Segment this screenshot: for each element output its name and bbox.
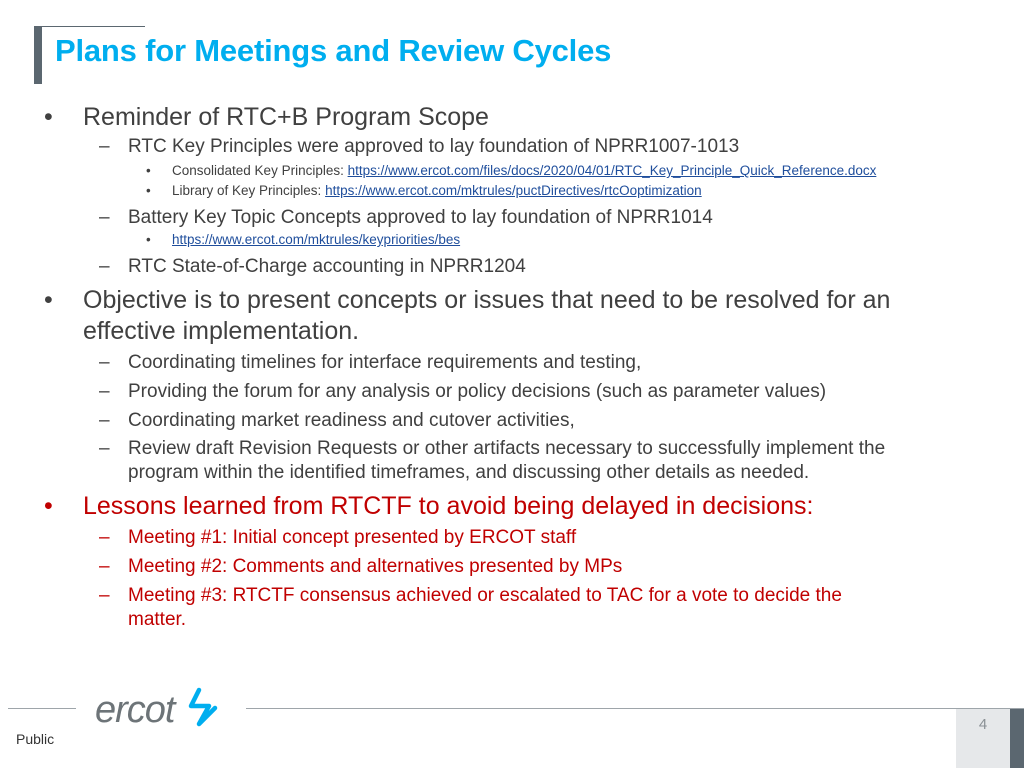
library-key-principles-link[interactable]: https://www.ercot.com/mktrules/puctDirectives/rtcOoptimization (325, 183, 702, 198)
sub-rtc-key-principles: RTC Key Principles were approved to lay foundation of NPRR1007-1013 (128, 136, 740, 157)
dash-marker: – (99, 585, 110, 606)
ercot-logo-mark (191, 690, 215, 724)
dash-marker: – (99, 381, 110, 402)
title-accent-bar (34, 26, 42, 84)
sub-meeting-item: Meeting #2: Comments and alternatives presented by MPs (128, 556, 623, 577)
bullet-marker: • (44, 286, 53, 314)
footer-rule-left (8, 708, 76, 709)
dash-marker: – (99, 527, 110, 548)
sub-meeting-item: Meeting #3: RTCTF consensus achieved or escalated to TAC for a vote to decide the (128, 585, 842, 606)
bullet-scope: Reminder of RTC+B Program Scope (83, 103, 489, 131)
dot-marker: • (146, 163, 151, 178)
classification-label: Public (16, 731, 55, 747)
bes-item (172, 232, 460, 247)
bullet-marker: • (44, 103, 53, 131)
slide-title: Plans for Meetings and Review Cycles (55, 33, 612, 68)
title-accent-line (34, 26, 145, 27)
footer-rule-right (246, 708, 1024, 709)
dot-marker: • (146, 232, 151, 247)
sub-objective-item: Coordinating market readiness and cutover activities, (128, 410, 575, 431)
dash-marker: – (99, 136, 110, 157)
ercot-logo-text: ercot (95, 689, 175, 731)
dash-marker: – (99, 410, 110, 431)
sub-objective-item: Coordinating timelines for interface requirements and testing, (128, 352, 642, 373)
item-label: Library of Key Principles: (172, 183, 326, 198)
page-number-accent (1010, 709, 1024, 768)
bullet-lessons-learned: Lessons learned from RTCTF to avoid being delayed in decisions: (83, 492, 814, 520)
consolidated-key-principles-link[interactable]: https://www.ercot.com/files/docs/2020/04/01/RTC_Key_Principle_Quick_Reference.docx (347, 163, 877, 178)
bullet-marker: • (44, 492, 53, 520)
sub-state-of-charge: RTC State-of-Charge accounting in NPRR1204 (128, 256, 526, 277)
sub-meeting-item: Meeting #1: Initial concept presented by ERCOT staff (128, 527, 577, 548)
consolidated-key-principles-item (172, 163, 876, 178)
library-key-principles-item (172, 183, 702, 198)
sub-battery-key-topic: Battery Key Topic Concepts approved to lay foundation of NPRR1014 (128, 207, 713, 228)
ercot-logo (93, 684, 227, 734)
dash-marker: – (99, 352, 110, 373)
sub-objective-item: Review draft Revision Requests or other artifacts necessary to successfully implement the (128, 438, 886, 459)
dash-marker: – (99, 556, 110, 577)
dash-marker: – (99, 256, 110, 277)
sub-meeting-item-continued: matter. (128, 609, 187, 630)
sub-objective-item-continued: program within the identified timeframes, and discussing other details as needed. (128, 462, 810, 483)
dot-marker: • (146, 183, 151, 198)
sub-objective-item: Providing the forum for any analysis or policy decisions (such as parameter values) (128, 381, 827, 402)
bullet-objective-line1: Objective is to present concepts or issues that need to be resolved for an (83, 286, 891, 314)
dash-marker: – (99, 207, 110, 228)
bullet-objective-line2: effective implementation. (83, 317, 360, 345)
dash-marker: – (99, 438, 110, 459)
item-label: Consolidated Key Principles: (172, 163, 348, 178)
keypriorities-bes-link[interactable]: https://www.ercot.com/mktrules/keypriorities/bes (172, 232, 461, 247)
page-number: 4 (978, 716, 988, 733)
